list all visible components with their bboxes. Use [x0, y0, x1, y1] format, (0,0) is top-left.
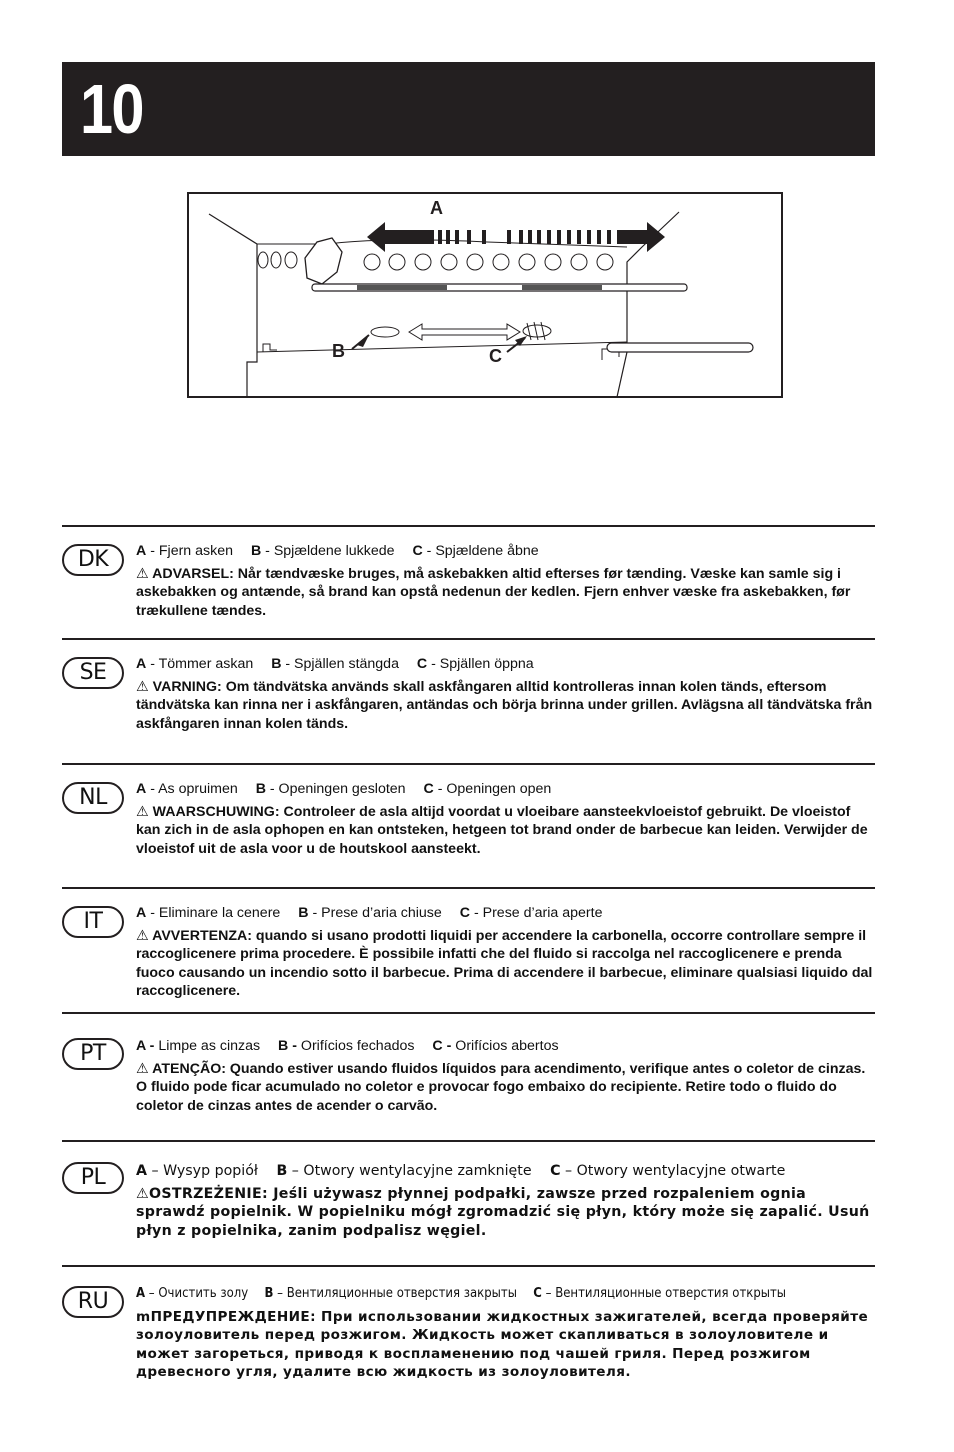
legend-text-c: - Spjällen öppna: [431, 656, 534, 672]
language-badge: RU: [62, 1286, 124, 1318]
label-b: B: [332, 341, 345, 361]
legend-line: [136, 655, 875, 674]
legend-text-c: – Вентиляционные отверстия открыты: [545, 1286, 787, 1301]
section-content: [136, 655, 875, 733]
legend-key-c: C: [550, 1163, 561, 1179]
section-content: [136, 904, 875, 1001]
section-ru: [62, 1265, 875, 1417]
legend-key-b: B: [255, 781, 266, 797]
warning-text: ⚠ VARNING: Om tändvätska används skall askfångaren alltid kontrolleras innan kolen tänds, eftersom tändvätska kan rinna ner i askfångaren, antändas och börja brinna under grillen. Avlägsna all tändvätska från askfångaren innan kolen tänds.: [136, 678, 873, 732]
legend-text-b: – Otwory wentylacyjne zamknięte: [291, 1163, 532, 1179]
warning-text: ⚠ WAARSCHUWING: Controleer de asla altijd voordat u vloeibare aansteekvloeistof gebruikt. De vloeistof kan zich in de asla ophopen en kan ontsteken, hetgeen tot brand onder de barbecue kan leiden. Verwijder de vloeistof uit de asla voor u de houtskool aansteekt.: [136, 803, 868, 857]
legend-key-b: B: [276, 1163, 288, 1179]
language-badge: NL: [62, 782, 124, 814]
legend-key-a: A: [136, 781, 147, 797]
legend-key-b: B: [264, 1286, 274, 1301]
legend-key-c: C: [459, 905, 470, 921]
section-dk: [62, 525, 875, 639]
ash-cleaning-diagram: [187, 192, 783, 398]
label-a: A: [430, 198, 443, 218]
legend-text-a: - Eliminare la cenere: [150, 905, 281, 921]
section-pl: [62, 1140, 875, 1266]
legend-text-c: - Openingen open: [437, 781, 552, 797]
legend-text-c: Orifícios abertos: [455, 1038, 559, 1054]
legend-key-c: C: [416, 656, 428, 672]
language-badge: PL: [62, 1162, 124, 1194]
legend-key-b: B -: [278, 1038, 297, 1054]
section-content: [136, 1037, 875, 1115]
legend-text-b: - Openingen gesloten: [269, 781, 406, 797]
legend-text-c: – Otwory wentylacyjne otwarte: [565, 1163, 786, 1179]
legend-text-a: – Wysyp popiół: [151, 1163, 258, 1179]
legend-key-a: A: [136, 543, 147, 559]
legend-line: [136, 1162, 875, 1181]
warning-text: ⚠ AVVERTENZA: quando si usano prodotti liquidi per accendere la carbonella, occorre controllare sempre il raccoglicenere prima procedere. È possibile infatti che del fluido si raccolga nel raccoglicenere e prenda fuoco causando un incendio sotto il barbecue. Prima di accendere il barbecue, eliminare qualsiasi liquido dal raccoglicenere.: [136, 927, 873, 999]
legend-key-c: C: [423, 781, 434, 797]
warning-text: ⚠OSTRZEŻENIE: Jeśli używasz płynnej podpałki, zawsze przed rozpaleniem ognia sprawdź popielnik. W popielniku mógł zgromadzić się płyn, który może się zapalić. Usuń płyn z popielnika, zanim podpalisz węgiel.: [136, 1185, 870, 1239]
legend-key-c: C -: [432, 1038, 452, 1054]
step-header-bar: [62, 62, 875, 156]
legend-line: [136, 542, 875, 561]
legend-text-a: - Fjern asken: [150, 543, 233, 559]
legend-key-a: A: [136, 656, 147, 672]
warning-text: mПРЕДУПРЕЖДЕНИЕ: При использовании жидкостных зажигателей, всегда проверяйте золоуловитель перед розжигом. Жидкость может скапливаться в золоуловителе и может загореться, приводя к воспламенению под чашей гриля. Перед розжигом древесного угля, удалите всю жидкость из золоуловителя.: [136, 1308, 869, 1380]
legend-line: [136, 1037, 875, 1056]
section-content: [136, 780, 875, 858]
step-number: 10: [80, 70, 143, 148]
legend-text-a: - As opruimen: [150, 781, 238, 797]
warning-text: ⚠ ATENÇÃO: Quando estiver usando fluidos líquidos para acendimento, verifique antes o coletor de cinzas. O fluido pode ficar acumulado no coletor e provocar fogo embaixo do recipiente. Retire todo o fluido do coletor de cinzas antes de acender o carvão.: [136, 1060, 866, 1114]
section-it: [62, 887, 875, 1013]
legend-text-a: - Tömmer askan: [150, 656, 254, 672]
legend-key-c: C: [533, 1286, 542, 1301]
legend-text-c: - Spjældene åbne: [426, 543, 539, 559]
legend-text-b: - Spjällen stängda: [285, 656, 399, 672]
section-pt: [62, 1012, 875, 1142]
legend-key-a: A: [136, 905, 147, 921]
section-se: [62, 638, 875, 764]
language-badge: DK: [62, 544, 124, 576]
legend-key-c: C: [412, 543, 423, 559]
language-badge: SE: [62, 657, 124, 689]
legend-text-a: – Очистить золу: [148, 1286, 249, 1301]
legend-key-a: A: [136, 1286, 146, 1301]
section-content: [136, 542, 875, 620]
legend-text-b: Orifícios fechados: [300, 1038, 415, 1054]
legend-text-c: - Prese d’aria aperte: [473, 905, 603, 921]
legend-text-b: - Prese d’aria chiuse: [312, 905, 442, 921]
legend-key-b: B: [271, 656, 282, 672]
legend-text-a: Limpe as cinzas: [158, 1038, 261, 1054]
legend-key-b: B: [250, 543, 262, 559]
legend-line: [136, 904, 875, 923]
legend-text-b: – Вентиляционные отверстия закрыты: [277, 1286, 517, 1301]
legend-key-a: A: [136, 1163, 147, 1179]
warning-text: ⚠ ADVARSEL: Når tændvæske bruges, må askebakken altid efterses før tænding. Væske kan samle sig i askebakken og antænde, så brand kan opstå nedenun der kedlen. Fjern enhver væske fra askebakken, før trækullene tændes.: [136, 565, 851, 619]
legend-text-b: - Spjældene lukkede: [265, 543, 395, 559]
section-content: [136, 1162, 875, 1240]
assembly-illustration: [187, 192, 783, 398]
section-nl: [62, 763, 875, 889]
language-badge: IT: [62, 906, 124, 938]
legend-line: [136, 1285, 801, 1304]
language-badge: PT: [62, 1038, 124, 1070]
legend-key-a: A -: [136, 1038, 155, 1054]
section-content: [136, 1285, 875, 1382]
label-c: C: [489, 346, 502, 366]
legend-key-b: B: [298, 905, 309, 921]
legend-line: [136, 780, 875, 799]
